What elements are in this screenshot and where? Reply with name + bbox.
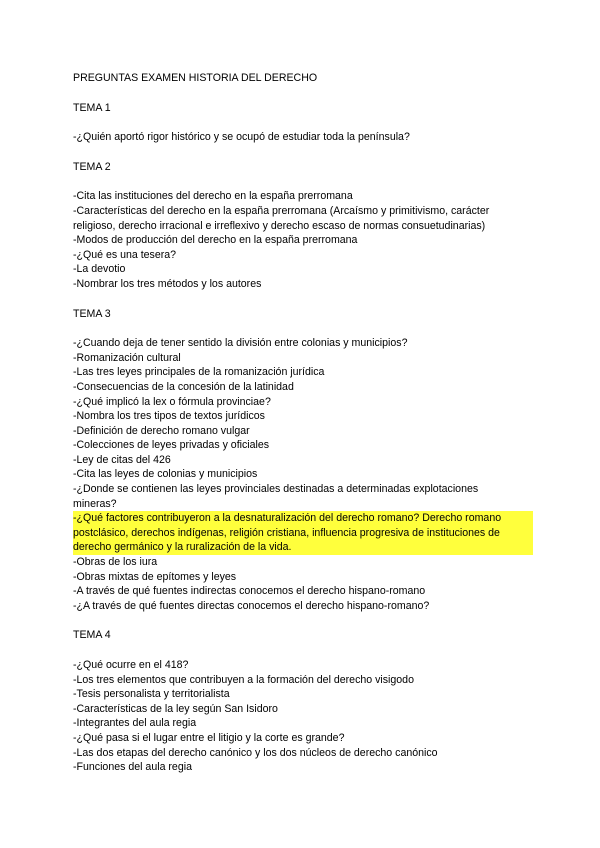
question-item: -Las tres leyes principales de la romanización jurídica xyxy=(73,366,325,379)
question-item: -¿Donde se contienen las leyes provinciales destinadas a determinadas explotaciones xyxy=(73,483,479,496)
question-item: -Los tres elementos que contribuyen a la formación del derecho visigodo xyxy=(73,673,414,686)
question-item: -Nombrar los tres métodos y los autores xyxy=(73,277,262,290)
question-item: -Colecciones de leyes privadas y oficiales xyxy=(73,439,270,452)
section-heading: TEMA 4 xyxy=(73,629,111,642)
section-heading: TEMA 3 xyxy=(73,307,111,320)
question-item: -Tesis personalista y territorialista xyxy=(73,688,230,701)
highlighted-question: -¿Qué factores contribuyeron a la desnaturalización del derecho romano? Derecho romano postclásico, derechos indígenas, religión cristiana, influencia progresiva de instituciones de derecho germánico y la ruralización de la vida. xyxy=(73,511,533,555)
section-heading: TEMA 1 xyxy=(73,101,111,114)
question-item: -¿Qué ocurre en el 418? xyxy=(73,659,189,671)
question-item: mineras? xyxy=(73,497,117,510)
question-item: -Obras de los iura xyxy=(73,556,158,569)
question-item: -¿A través de qué fuentes directas conocemos el derecho hispano-romano? xyxy=(73,599,430,612)
question-item: -Características del derecho en la españa prerromana (Arcaísmo y primitivismo, carácter xyxy=(73,204,490,217)
question-item: -Características de la ley según San Isidoro xyxy=(73,702,278,715)
question-item: -Ley de citas del 426 xyxy=(73,453,171,466)
section-tema-3 xyxy=(73,307,540,614)
question-item: -Modos de producción del derecho en la españa prerromana xyxy=(73,234,358,247)
question-item: -Nombra los tres tipos de textos jurídicos xyxy=(73,410,265,423)
question-item: -Obras mixtas de epítomes y leyes xyxy=(73,570,237,583)
section-tema-1 xyxy=(73,101,540,145)
question-item: -¿Quién aportó rigor histórico y se ocupó de estudiar toda la península? xyxy=(73,131,410,144)
question-item: -¿Cuando deja de tener sentido la división entre colonias y municipios? xyxy=(73,337,408,350)
question-item: -¿Qué implicó la lex o fórmula provinciae? xyxy=(73,395,271,408)
question-item: -Consecuencias de la concesión de la latinidad xyxy=(73,380,294,393)
document-title: PREGUNTAS EXAMEN HISTORIA DEL DERECHO xyxy=(73,72,318,84)
question-item: -Funciones del aula regia xyxy=(73,761,192,774)
question-item: -¿Qué pasa si el lugar entre el litigio y la corte es grande? xyxy=(73,731,345,744)
question-item: -Cita las instituciones del derecho en la españa prerromana xyxy=(73,190,353,203)
question-item: -Integrantes del aula regia xyxy=(73,717,197,730)
section-tema-4 xyxy=(73,628,540,774)
section-tema-2 xyxy=(73,160,540,292)
question-item: -¿Qué es una tesera? xyxy=(73,248,177,261)
question-item: -La devotio xyxy=(73,263,126,276)
question-item: -Romanización cultural xyxy=(73,351,181,364)
question-item: -Las dos etapas del derecho canónico y los dos núcleos de derecho canónico xyxy=(73,746,438,759)
question-item: -Definición de derecho romano vulgar xyxy=(73,424,250,437)
section-heading: TEMA 2 xyxy=(73,160,111,173)
question-item: -Cita las leyes de colonias y municipios xyxy=(73,468,258,481)
question-item: religioso, derecho irracional e irreflexivo y derecho escaso de normas consuetudinarias) xyxy=(73,219,486,232)
question-item: -A través de qué fuentes indirectas conocemos el derecho hispano-romano xyxy=(73,585,426,598)
